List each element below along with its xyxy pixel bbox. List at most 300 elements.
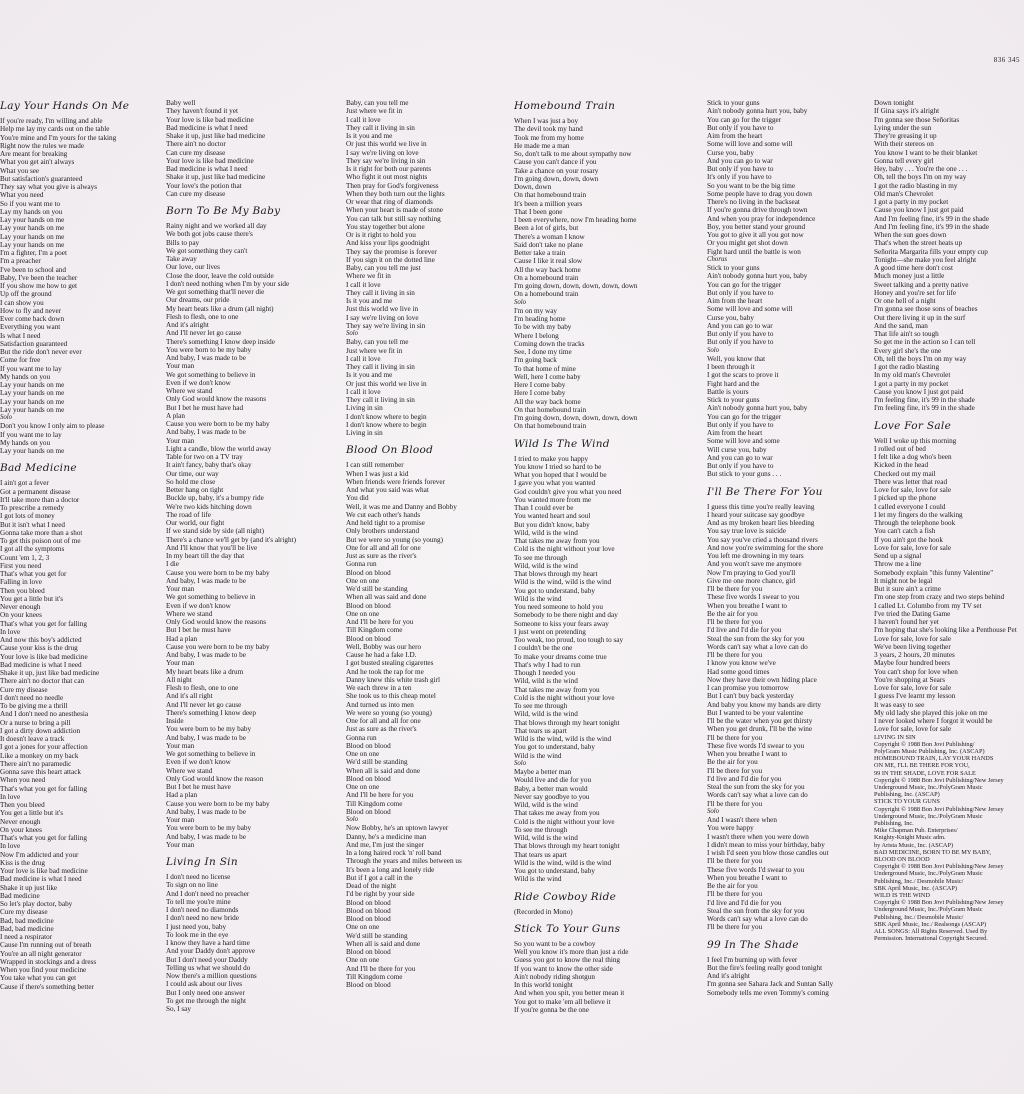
lyric-line: To see me through (514, 702, 568, 710)
lyric-line: I heard your suitcase say goodbye (707, 510, 805, 519)
lyric-line: We got something that'll never die (166, 288, 265, 296)
lyric-line: Your man (166, 362, 195, 371)
lyric-line: There ain't no paramedic (0, 759, 72, 768)
lyric-line: There was letter that read (874, 477, 948, 486)
lyric-line: Blood on blood (346, 906, 391, 915)
lyric-line: When you breathe I want to (707, 601, 788, 610)
song-title: 99 In The Shade (707, 938, 799, 951)
lyric-line: You got to make 'em all believe it (514, 997, 611, 1006)
lyric-line: To see me through (514, 825, 568, 834)
lyric-line: Even if we don't know (166, 601, 231, 610)
lyric-line: I know they have a hard time (166, 939, 250, 947)
lyric-line: It ain't fancy, baby that's okay (166, 461, 252, 470)
lyric-line: Satisfaction guaranteed (0, 339, 68, 348)
lyric-line: When the sun goes down (874, 231, 947, 239)
lyric-line: Cure my disease (0, 685, 48, 694)
credit-line: Mike Chapman Pub. Enterprises/ (874, 827, 958, 835)
lyric-line: But I bet he must have (166, 783, 231, 791)
lyric-line: I guess this time you're really leaving (707, 502, 815, 511)
lyric-line: Living in sin (346, 404, 383, 413)
lyric-line: I'll be there for you (707, 799, 763, 808)
credit-line: Underground Music, Inc./PolyGram Music (874, 812, 983, 820)
lyric-line: Is it you and me (346, 132, 393, 140)
lyric-line: To be with my baby (514, 323, 572, 332)
lyric-line: Your man (166, 585, 195, 593)
lyric-line: On your knees (0, 611, 42, 620)
lyric-line: And the sand, man (874, 321, 928, 330)
lyric-line: But it isn't what I need (0, 520, 65, 529)
lyric-line: And I don't need no anesthesia (0, 710, 89, 719)
lyric-line: What you need (0, 191, 44, 200)
lyric-line: That's what you get for (0, 570, 67, 578)
lyric-line: One for all and all for one (346, 717, 421, 725)
lyric-line: But I don't need your Daddy (166, 955, 248, 964)
lyric-line: Light a candle, blow the world away (166, 444, 272, 453)
lyric-line: Coming down the tracks (514, 339, 585, 348)
song-title: Lay Your Hands On Me (0, 100, 130, 112)
lyric-line: Lay my hands on you (0, 207, 63, 216)
lyric-line: He made me a man (514, 141, 570, 150)
lyric-line: But stick to your guns . . . (707, 470, 782, 479)
lyric-line: You were born to be my baby (166, 345, 252, 354)
song-title: Bad Medicine (0, 462, 77, 475)
lyric-line: There's something I know deep inside (166, 337, 275, 346)
lyric-line: That life ain't so tough (874, 330, 939, 338)
section-label: Solo (514, 298, 527, 306)
lyric-line: Baby, a better man would (514, 784, 588, 793)
lyric-line: Lay your hands on me (0, 232, 65, 241)
lyric-line: I don't need no license (166, 873, 231, 881)
credit-line: SBK April Music, Inc. (ASCAP) (874, 884, 957, 892)
lyric-line: Flesh to flesh, one to one (166, 312, 239, 321)
lyric-line: There's no living in the backseat (707, 198, 800, 206)
lyric-line: Sweet talking and a pretty native (874, 280, 969, 289)
lyric-line: They call it living in sin (346, 123, 415, 132)
lyric-line: My old lady she played this joke on me (874, 708, 988, 717)
lyric-line: And now this boy's addicted (0, 636, 82, 644)
lyric-line: Then you bleed (0, 586, 45, 595)
lyric-line: You get a little but it's (0, 809, 64, 818)
lyric-line: Aim from the heart (707, 132, 763, 140)
lyric-line: Cause I like it real slow (514, 257, 583, 266)
lyric-line: I couldn't be the one (514, 644, 573, 653)
lyric-line: I let my fingers do the walking (874, 510, 963, 519)
lyric-line: We got something they can't (166, 246, 248, 255)
lyric-line: Just where we fit in (346, 346, 403, 355)
credit-line: ON ME, I'LL BE THERE FOR YOU, (874, 762, 970, 770)
lyric-line: And when you spit, you better mean it (514, 989, 625, 998)
lyric-line: Gonna run (346, 733, 377, 742)
lyric-line: But I bet he must have (166, 626, 231, 635)
lyric-line: Is it you and me (346, 297, 393, 305)
lyric-line: I'm going down, down, down, down, down (514, 282, 638, 290)
lyric-line: Some will love and some will (707, 140, 793, 149)
lyric-line: You were born to be my baby (166, 824, 252, 833)
lyric-line: Take a chance on your rosary (514, 166, 599, 175)
lyric-line: You did (346, 494, 369, 503)
lyric-line: I tried to make you happy (514, 454, 589, 463)
lyric-line: I guess I've learnt my lesson (874, 692, 956, 701)
lyric-line: Steal the sun from the sky for you (707, 634, 805, 643)
lyric-line: You got to understand, baby (514, 743, 595, 752)
lyric-line: First you need (0, 561, 42, 570)
lyric-line: The devil took my hand (514, 125, 583, 134)
lyric-line: Blood on blood (346, 741, 391, 750)
lyric-line: I can still remember (346, 461, 404, 470)
song-title: Living In Sin (166, 856, 238, 868)
lyric-line: But I only need one answer (166, 988, 245, 997)
lyric-line: But only if you have to (707, 288, 774, 297)
lyric-line: And I wasn't there when (707, 816, 777, 824)
lyric-line: Baby, can you tell me (346, 338, 409, 347)
lyric-line: Fight hard and the (707, 379, 760, 388)
lyric-line: Wild, wild is the wind (514, 801, 578, 809)
lyric-line: My hands on you (0, 372, 51, 381)
lyric-line: When you breathe I want to (707, 750, 788, 758)
credit-line: 99 IN THE SHADE, LOVE FOR SALE (874, 769, 976, 777)
lyric-line: Your man (166, 659, 195, 668)
lyric-line: You get a little but it's (0, 594, 64, 603)
lyric-line: Are meant for breaking (0, 150, 68, 158)
lyric-line: Wild, wild is the wind (514, 710, 578, 719)
lyric-line: And it's all right (166, 692, 213, 701)
lyric-line: And now you're swimming for the shore (707, 543, 824, 552)
song-title: Born To Be My Baby (166, 205, 281, 217)
lyric-line: We'd still be standing (346, 585, 408, 593)
lyric-line: I'm hoping that she's looking like a Penthouse Pet (874, 626, 1017, 635)
lyric-line: When they both turn out the lights (346, 189, 445, 198)
lyric-line: But only if you have to (707, 123, 774, 132)
lyric-line: Our world, our fight (166, 519, 225, 527)
lyric-line: Wild, wild is the wind (514, 528, 578, 537)
lyric-line: Is it right for both our parents (346, 165, 432, 173)
lyric-line: You left me drowning in my tears (707, 552, 804, 560)
lyric-line: And baby, I was made to be (166, 807, 246, 816)
lyric-line: So, I say (166, 1005, 191, 1013)
lyric-line: And I don't need no preacher (166, 889, 250, 898)
lyric-line: God couldn't give you what you need (514, 487, 622, 496)
lyric-line: Had a plan (166, 634, 198, 643)
lyric-line: Been a lot of girls, but (514, 224, 579, 233)
lyric-line: Now there's a million questions (166, 972, 257, 980)
lyric-line: You can go for the trigger (707, 115, 782, 124)
lyric-line: But only if you have to (707, 165, 774, 173)
lyric-line: You say true love is suicide (707, 527, 786, 536)
lyric-line: I can show you (0, 298, 44, 307)
lyric-line: Or you might get shot down (707, 239, 788, 248)
lyric-line: Be the air for you (707, 758, 758, 767)
lyric-line: 3 years, 2 hours, 20 minutes (874, 651, 955, 659)
lyric-line: My hands on you (0, 438, 51, 447)
lyric-line: Though I needed you (514, 669, 576, 677)
lyric-line: Curse you, baby (707, 148, 754, 157)
lyric-line: I picked up the phone (874, 494, 937, 503)
lyric-line: Lay your hands on me (0, 447, 65, 455)
lyric-line: But only if you have to (707, 420, 774, 429)
lyric-line: I'll be there for you (707, 651, 763, 659)
lyric-line: Even if we don't know (166, 378, 231, 387)
lyric-line: I wish I'd seen you blow those candles out (707, 849, 829, 857)
credit-line: LIVING IN SIN (874, 733, 916, 741)
lyric-line: Your man (166, 436, 195, 445)
lyric-line: But the fire's feeling really good tonight (707, 963, 823, 972)
lyric-line: If Gina says it's alright (874, 107, 940, 116)
lyric-line: Aim from the heart (707, 297, 763, 305)
lyric-line: Wild, wild is the wind (514, 834, 578, 842)
song-title: Ride Cowboy Ride (514, 890, 617, 903)
lyric-line: Buckle up, baby, it's a bumpy ride (166, 494, 264, 503)
lyric-line: You know I want to be their blanket (874, 148, 978, 157)
lyric-line: It might not be legal (874, 576, 933, 585)
lyrics-column-2 (166, 99, 296, 1013)
lyric-line: I got a party in my pocket (874, 198, 949, 206)
lyric-line: You were happy (707, 824, 754, 833)
lyric-line: Cause you were born to be my baby (166, 799, 270, 808)
lyric-line: But satisfaction's guaranteed (0, 174, 83, 183)
lyric-line: Lay your hands on me (0, 224, 65, 233)
lyrics-column-4 (514, 93, 637, 1014)
lyric-line: Just this world we live in (346, 305, 419, 314)
lyric-line: If you show me how to get (0, 282, 78, 290)
lyric-line: When all is said and done (346, 766, 421, 775)
song-title: I'll Be There For You (707, 485, 823, 498)
lyric-line: There's a woman I know (514, 232, 585, 241)
lyric-line: My heart beats like a drum (166, 667, 244, 676)
lyric-line: Never enough (0, 817, 41, 826)
lyric-line: They call it living in sin (346, 288, 415, 297)
lyric-line: You can't catch a fish (874, 527, 936, 536)
lyric-line: Or is it right to hold you (346, 231, 416, 239)
lyric-line: To get me through the night (166, 996, 246, 1005)
lyric-line: But only if you have to (707, 330, 774, 338)
credit-line: ALL SONGS: All Rights Reserved. Used By (874, 927, 988, 935)
lyric-line: So you want to be the big time (707, 181, 796, 190)
lyric-line: One on one (346, 609, 380, 618)
credit-line: Publishing, Inc. (ASCAP) (874, 791, 940, 799)
lyric-line: You're mine and I'm yours for the taking (0, 133, 117, 142)
lyric-line: Or a nurse to bring a pill (0, 718, 71, 727)
lyric-line: In love (0, 627, 21, 636)
lyric-line: You know I tried so hard to be (514, 462, 602, 471)
lyric-line: We got something to believe in (166, 370, 256, 379)
lyric-line: To prescribe a remedy (0, 504, 64, 512)
lyric-line: Cause you can't dance if you (514, 158, 597, 167)
lyric-line: See, I done my time (514, 348, 572, 356)
lyric-line: I'm going down, down, down, down, down (514, 414, 638, 422)
lyric-line: So, don't talk to me about sympathy now (514, 150, 632, 158)
lyric-line: Too weak, too proud, too tough to say (514, 636, 624, 644)
lyric-line: They're greasing it up (874, 132, 937, 140)
lyric-line: It was easy to see (874, 700, 925, 709)
lyric-line: They say we're living in sin (346, 321, 426, 330)
lyric-line: Had some good times (707, 667, 770, 676)
lyric-line: And when you pray for independence (707, 214, 816, 223)
lyric-line: The road of life (166, 510, 211, 519)
lyric-line: Just where we fit in (346, 107, 403, 116)
lyric-line: I ain't got a fever (0, 479, 49, 488)
lyric-line: In this world tonight (514, 981, 573, 989)
lyric-line: Some will love and some will (707, 305, 793, 314)
lyric-line: You stay together but alone (346, 222, 425, 231)
lyric-line: My heart beats like a drum (all night) (166, 304, 274, 313)
lyric-line: Cold is the night without your love (514, 693, 615, 702)
lyric-line: Up off the ground (0, 290, 52, 299)
lyric-line: Honey and you're set for life (874, 288, 957, 297)
lyric-line: Flesh to flesh, one to one (166, 684, 239, 692)
lyric-line: I been everywhere, now I'm heading home (514, 216, 637, 224)
lyric-line: Send up a signal (874, 552, 922, 560)
lyric-line: Maybe a better man (514, 768, 572, 776)
lyric-line: There ain't no doctor that can (0, 677, 85, 686)
lyric-line: Blood on blood (346, 807, 391, 816)
lyric-line: I'm heading home (514, 315, 566, 323)
lyric-line: And I'll be there for you (346, 964, 416, 973)
lyric-line: Blood on blood (346, 898, 391, 907)
lyric-line: Come for free (0, 356, 41, 365)
lyric-line: Your love is like bad medicine (0, 652, 88, 661)
lyric-line: I feel I'm burning up with fever (707, 955, 798, 964)
lyric-line: She took us to this cheap motel (346, 692, 436, 701)
lyric-line: When you breathe I want to (707, 873, 788, 882)
lyric-line: Better hang on tight (166, 486, 224, 494)
lyric-line: Cause you were born to be my baby (166, 420, 270, 428)
lyric-line: Some people have to drag you down (707, 189, 812, 198)
credit-line: BLOOD ON BLOOD (874, 855, 930, 863)
lyric-line: Wild is the wind, wild is the wind (514, 735, 612, 743)
lyric-line: I say we're living on love (346, 313, 419, 322)
lyric-line: I need a respirator (0, 933, 53, 941)
lyric-line: And you won't save me anymore (707, 560, 802, 569)
lyric-line: That tears us apart (514, 726, 567, 735)
lyric-line: Telling us what we should do (166, 963, 251, 972)
lyric-line: Oh, tell the boys I'm on my way (874, 354, 967, 363)
lyric-line: To tell me you're mine (166, 897, 231, 906)
lyric-line: All the way back home (514, 265, 581, 274)
lyric-line: Ain't nobody riding shotgun (514, 972, 595, 981)
lyric-line: I say we're living on love (346, 148, 419, 157)
lyric-line: I never looked where I forgot it would be (874, 717, 993, 725)
lyric-line: Blood on blood (346, 601, 391, 610)
lyric-line: When I was just a kid (346, 469, 409, 478)
lyric-line: Now Bobby, he's an uptown lawyer (346, 824, 449, 833)
lyric-line: On your knees (0, 825, 42, 834)
lyric-line: I'm gonna see those sons of beaches (874, 305, 978, 314)
lyric-line: That's why I had to run (514, 660, 581, 669)
lyric-line: So let's play doctor, baby (0, 900, 73, 908)
lyric-line: Help me lay my cards out on the table (0, 125, 110, 134)
lyric-line: Lay your hands on me (0, 405, 65, 414)
lyric-line: Now I'm praying to God you'll (707, 568, 796, 577)
lyric-line: You got to understand, baby (514, 586, 595, 595)
lyric-line: I could ask about our lives (166, 980, 243, 989)
lyric-line: Close the door, leave the cold outside (166, 271, 274, 280)
lyric-line: Shake it up, just like bad medicine (166, 173, 266, 182)
lyric-line: Till Kingdom come (346, 626, 403, 635)
lyric-line: Never enough (0, 603, 41, 611)
lyrics-column-6 (874, 99, 1017, 942)
lyric-line: When your heart is made of stone (346, 206, 443, 215)
lyric-line: If you sign it on the dotted line (346, 255, 435, 264)
credit-line: SBK April Music, Inc./ Realsongs (ASCAP) (874, 920, 987, 928)
credit-line: Copyright © 1988 Bon Jovi Publishing/New Jersey (874, 805, 1004, 813)
lyric-line: Never say goodbye to you (514, 792, 590, 801)
lyric-line: Battle is yours (707, 387, 749, 396)
lyric-line: I'm feeling fine, it's 99 in the shade (874, 404, 975, 413)
lyric-line: Where we stand (166, 766, 213, 775)
lyric-line: If you're gonna drive through town (707, 206, 808, 215)
lyric-line: I wasn't there when you were down (707, 832, 809, 841)
lyrics-column-3 (346, 99, 462, 989)
lyric-line: Dead of the night (346, 882, 397, 890)
lyric-line: When you find your medicine (0, 966, 87, 974)
lyric-line: Blood on blood (346, 774, 391, 783)
song-title: Stick To Your Guns (514, 922, 621, 935)
lyric-line: So hold me close (166, 477, 216, 486)
lyric-line: You got to give it all you got now (707, 231, 804, 239)
lyric-line: When you get drunk, I'll be the wine (707, 725, 813, 734)
lyric-line: Blood on blood (346, 915, 391, 923)
lyric-line: Than I could ever be (514, 504, 574, 512)
lyric-line: I've tried the Dating Game (874, 609, 951, 618)
lyric-line: Wild is the wind (514, 594, 562, 603)
lyric-line: All the way back home (514, 397, 581, 406)
lyric-line: Wild, wild is the wind (514, 561, 578, 570)
lyric-line: Only God would know the reasons (166, 618, 267, 626)
lyric-line: I'd live and I'd die for you (707, 626, 782, 635)
lyric-line: And baby, I was made to be (166, 576, 246, 585)
lyric-line: Bad, bad medicine (0, 924, 54, 933)
lyric-line: I'll be there for you (707, 618, 763, 626)
lyric-line: Even if we don't know (166, 758, 231, 767)
lyric-line: If you're gonna be the one (514, 1005, 589, 1014)
lyric-line: One on one (346, 576, 380, 585)
lyric-line: And your Daddy don't approve (166, 947, 256, 956)
lyric-line: Cause if there's something better (0, 982, 94, 991)
lyric-line: So if you want me to (0, 199, 61, 208)
section-label: Solo (346, 816, 359, 823)
lyric-line: Just as sure as the river's (346, 552, 417, 560)
lyric-line: I just went on pretending (514, 627, 586, 636)
lyric-line: Lay your hands on me (0, 389, 65, 398)
lyric-line: But only if you have to (707, 462, 774, 470)
lyric-line: What you get ain't always (0, 158, 75, 167)
lyric-line: I call it love (346, 115, 381, 124)
lyric-line: Kiss is the drug (0, 858, 45, 867)
lyric-line: That blows through my heart (514, 570, 598, 578)
lyric-line: Your love is like bad medicine (166, 115, 254, 124)
lyric-line: Somebody to be there night and day (514, 611, 618, 620)
lyric-line: Someone to kiss your fears away (514, 619, 609, 628)
lyric-line: Where I belong (514, 331, 559, 340)
lyric-line: I call it love (346, 354, 381, 363)
credit-line: by Arista Music, Inc. (ASCAP) (874, 841, 954, 849)
lyric-line: Throw me a line (874, 560, 922, 569)
lyric-line: But I wanted to be your valentine (707, 708, 804, 717)
lyric-line: On a homebound train (514, 273, 579, 282)
lyric-line: Who fight it out most nights (346, 173, 428, 182)
lyric-line: Ain't nobody gonna hurt you, baby (707, 272, 808, 281)
lyric-line: Cause he had a fake I.D. (346, 651, 417, 659)
lyric-line: So you want to be a cowboy (514, 939, 596, 948)
lyric-line: It doesn't leave a track (0, 735, 65, 743)
lyric-line: I didn't mean to miss your birthday, baby (707, 840, 825, 849)
lyric-line: Cold is the night without your love (514, 817, 615, 826)
lyric-line: Took me from my home (514, 133, 584, 142)
credit-line: BAD MEDICINE, BORN TO BE MY BABY, (874, 848, 991, 856)
lyric-line: Wild is the wind, wild is the wind (514, 858, 612, 867)
lyric-line: Would live and die for you (514, 776, 592, 785)
lyric-line: And I'm feeling fine, it's 99 in the shade (874, 222, 989, 231)
